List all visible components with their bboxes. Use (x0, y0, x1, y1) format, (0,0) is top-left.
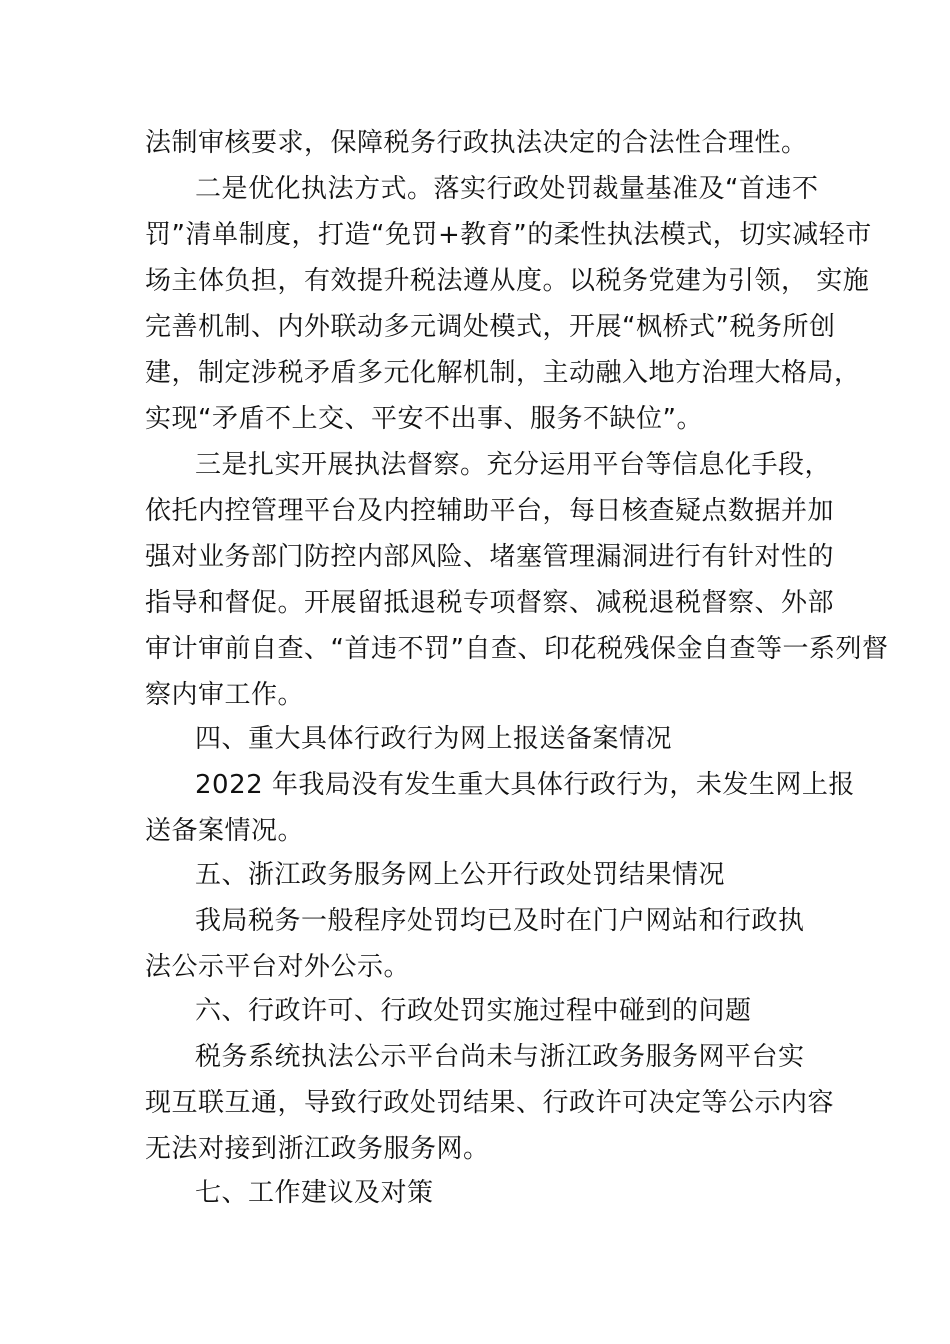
text-line: 现互联互通，导致行政处罚结果、行政许可决定等公示内容 (145, 1088, 835, 1118)
section-heading-4: 四、重大具体行政行为网上报送备案情况 (195, 724, 673, 754)
text-line: 送备案情况。 (145, 816, 305, 846)
text-line: 依托内控管理平台及内控辅助平台，每日核查疑点数据并加 (145, 496, 835, 526)
section-heading-7: 七、工作建议及对策 (195, 1178, 434, 1208)
text-line: 指导和督促。开展留抵退税专项督察、减税退税督察、外部 (145, 588, 835, 618)
text-line: 强对业务部门防控内部风险、堵塞管理漏洞进行有针对性的 (145, 542, 835, 572)
section-heading-5: 五、浙江政务服务网上公开行政处罚结果情况 (195, 860, 726, 890)
text-line: 审计审前自查、“首违不罚”自查、印花税残保金自查等一系列督 (145, 634, 889, 664)
text-line: 建，制定涉税矛盾多元化解机制，主动融入地方治理大格局， (145, 358, 861, 388)
text-line: 法公示平台对外公示。 (145, 952, 411, 982)
paragraph-supervision: 三是扎实开展执法督察。充分运用平台等信息化手段， (195, 450, 832, 480)
text-line: 我局税务一般程序处罚均已及时在门户网站和行政执 (195, 906, 805, 936)
text-line: 法制审核要求，保障税务行政执法决定的合法性合理性。 (145, 128, 808, 158)
text-line: 罚”清单制度，打造“免罚+教育”的柔性执法模式，切实减轻市 (145, 220, 872, 250)
section-heading-6: 六、行政许可、行政处罚实施过程中碰到的问题 (195, 996, 752, 1026)
text-line: 税务系统执法公示平台尚未与浙江政务服务网平台实 (195, 1042, 805, 1072)
text-line: 察内审工作。 (145, 680, 305, 710)
text-line: 场主体负担，有效提升税法遵从度。以税务党建为引领， 实施 (145, 266, 870, 296)
text-line: 无法对接到浙江政务服务网。 (145, 1134, 490, 1164)
text-line: 完善机制、内外联动多元调处模式，开展“枫桥式”税务所创 (145, 312, 836, 342)
text-line: 2022 年我局没有发生重大具体行政行为，未发生网上报 (195, 770, 855, 800)
text-line: 实现“矛盾不上交、平安不出事、服务不缺位”。 (145, 404, 703, 434)
paragraph-optimize-enforcement: 二是优化执法方式。落实行政处罚裁量基准及“首违不 (195, 174, 819, 204)
